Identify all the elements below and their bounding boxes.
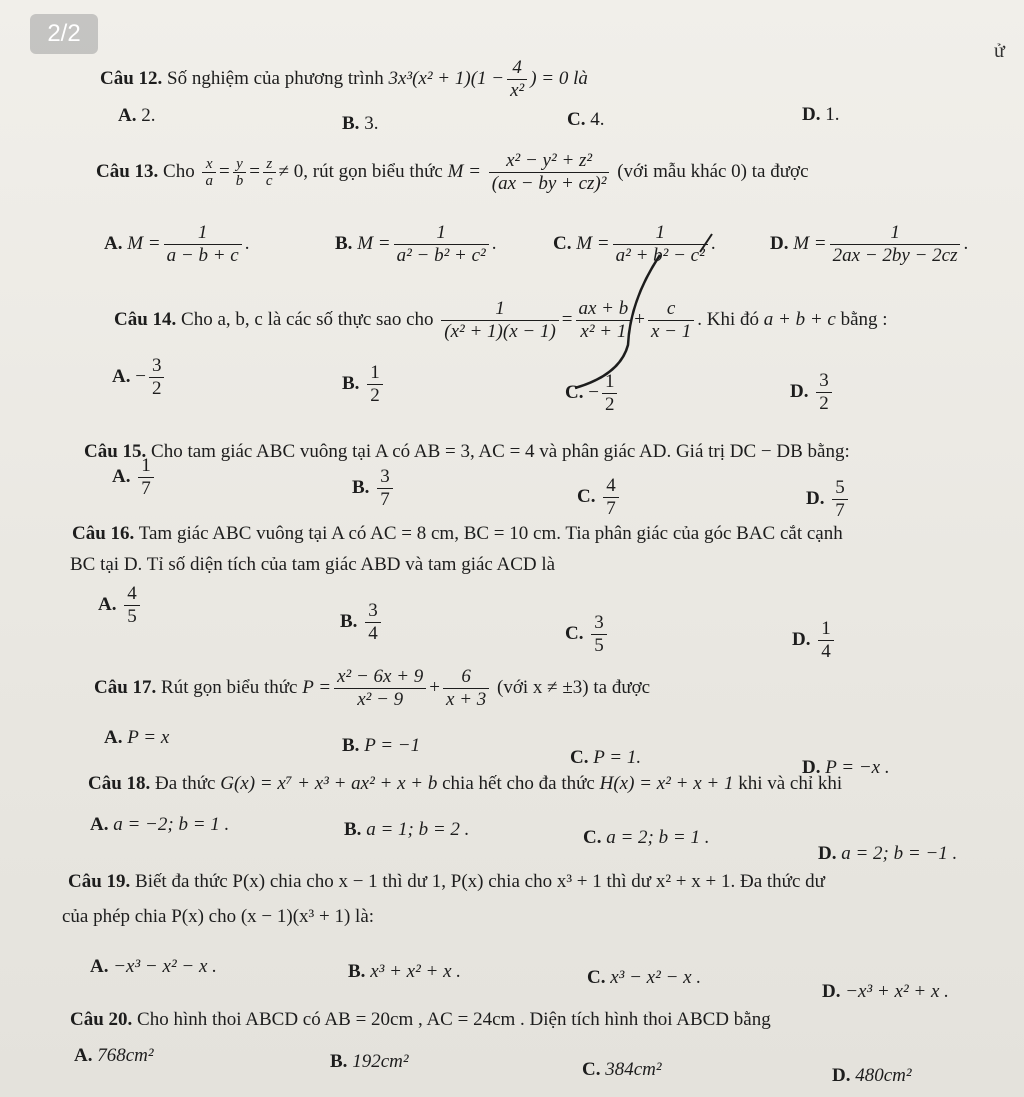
option-letter: B. [352,476,370,498]
question-19 [68,870,825,894]
option-18-b[interactable] [344,818,469,842]
fraction [377,466,393,511]
option-value: 768cm² [97,1045,154,1066]
option-17-a[interactable] [104,726,169,750]
fraction-denominator: (x² + 1)(x − 1) [444,321,556,342]
polynomial-h: H(x) = x² + x + 1 [599,773,734,794]
fraction-denominator: 2ax − 2by − 2cz [832,245,958,266]
fraction-denominator: x² − 9 [357,689,404,710]
fraction [507,57,527,102]
fraction-denominator: 4 [821,641,831,662]
option-value: a = 2; b = −1 . [841,843,958,864]
fraction [394,222,489,267]
option-14-b[interactable] [342,362,386,407]
option-value: P = −x . [825,757,890,778]
option-tail: . [710,232,716,254]
fraction [648,298,694,343]
option-letter: B. [340,610,358,632]
option-18-a[interactable] [90,813,229,837]
option-value: 4. [590,109,605,130]
fraction-numerator: 3 [591,612,607,635]
option-value: −x³ + x² + x . [845,981,949,1002]
question-text: Tam giác ABC vuông tại A có AC = 8 cm, BC = 10 cm. Tia phân giác của góc BAC cắt cạnh [138,523,843,544]
question-label: Câu 13. [96,160,159,182]
fraction-denominator: (ax − by + cz)² [491,173,607,194]
fraction-numerator: 1 [138,455,154,478]
expression-label: P = [302,676,332,698]
option-16-a[interactable] [98,583,143,628]
fraction-numerator: 4 [603,475,619,498]
option-12-a[interactable] [118,104,155,128]
option-value: x³ − x² − x . [610,967,702,988]
option-13-c[interactable] [553,222,716,267]
option-letter: A. [118,105,137,126]
option-letter: B. [342,735,360,756]
option-20-b[interactable] [330,1050,409,1074]
option-12-b[interactable] [342,112,378,136]
fraction [334,666,426,711]
option-letter: A. [104,727,123,748]
option-letter: C. [570,747,589,768]
fraction [816,370,832,415]
fraction-numerator: 3 [365,600,381,623]
question-15 [84,440,850,464]
fraction-denominator: x² + 1 [580,321,627,342]
plus-sign: + [429,676,441,698]
option-12-d[interactable] [802,103,839,127]
fraction-numerator: 1 [164,222,242,245]
option-14-c[interactable] [565,371,620,416]
handwritten-corner-mark: ử [994,40,1005,62]
question-text: bằng : [840,308,888,330]
fraction-numerator: 3 [149,355,165,378]
fraction-numerator: y [233,156,247,173]
option-16-b[interactable] [340,600,384,645]
option-letter: D. [802,757,821,778]
question-label: Câu 16. [72,523,135,544]
option-tail: . [244,232,250,254]
option-value: a = −2; b = 1 . [113,814,230,835]
fraction [832,477,848,522]
option-letter: C. [565,622,584,644]
option-17-b[interactable] [342,734,420,758]
fraction-denominator: x − 1 [650,321,692,342]
question-text: BC tại D. Tỉ số diện tích của tam giác ABD và tam giác ACD là [70,554,556,575]
option-letter: D. [770,232,789,254]
option-lhs: M = [357,232,391,254]
option-letter: A. [98,593,117,615]
question-text: (với mẫu khác 0) ta được [617,160,809,182]
question-label: Câu 17. [94,676,157,698]
option-value: 3. [364,113,379,134]
option-value: −x³ − x² − x . [113,956,217,977]
question-text: Rút gọn biểu thức [161,676,298,698]
fraction [164,222,242,267]
ratio-tail: ≠ 0 [278,160,304,182]
polynomial-g: G(x) = x⁷ + x³ + ax² + x + b [220,773,438,794]
option-value: 2. [141,105,156,126]
option-letter: C. [553,232,572,254]
option-letter: B. [342,113,360,134]
option-tail: . [963,232,969,254]
fraction [233,156,247,189]
option-20-c[interactable] [582,1058,662,1082]
option-15-a[interactable] [112,455,157,500]
fraction [818,618,834,663]
fraction [365,600,381,645]
option-value: P = x [127,727,170,748]
option-letter: C. [587,967,606,988]
option-16-c[interactable] [565,612,610,657]
fraction-numerator: x [202,156,216,173]
option-letter: A. [90,956,109,977]
fraction [202,156,216,189]
fraction-denominator: a² + b² − c² [615,245,705,266]
option-letter: A. [112,365,131,387]
question-14 [114,298,888,343]
fraction-numerator: ax + b [576,298,632,321]
option-letter: C. [577,485,596,507]
option-letter: C. [565,381,584,403]
question-20 [70,1008,771,1032]
option-13-b[interactable] [335,222,497,267]
fraction [138,455,154,500]
question-label: Câu 19. [68,871,131,892]
fraction [602,371,618,416]
equation-part: 3x³(x² + 1)(1 − [388,67,505,89]
fraction-numerator: x² − y² + z² [489,150,610,173]
option-value: P = −1 [364,735,421,756]
fraction-denominator: 7 [606,498,616,519]
option-sign: − [588,381,599,403]
option-16-d[interactable] [792,618,837,663]
question-text: Đa thức [155,773,216,794]
question-text: , rút gọn biểu thức [303,160,443,182]
option-letter: B. [330,1051,348,1072]
fraction-denominator: a [205,173,213,189]
fraction-denominator: 7 [380,489,390,510]
fraction-numerator: 1 [830,222,961,245]
option-13-a[interactable] [104,222,249,267]
fraction-denominator: 7 [141,478,151,499]
fraction-denominator: 7 [835,500,845,521]
fraction [591,612,607,657]
question-label: Câu 15. [84,441,147,462]
fraction-denominator: a² − b² + c² [396,245,486,266]
fraction-numerator: 5 [832,477,848,500]
fraction-denominator: c [265,173,273,189]
fraction-numerator: 1 [394,222,489,245]
question-text: (với x ≠ ±3) ta được [497,676,651,698]
option-lhs: M = [793,232,827,254]
question-text: của phép chia P(x) cho (x − 1)(x³ + 1) là: [62,906,375,927]
question-text: khi và chỉ khi [738,773,843,794]
fraction-denominator: 5 [127,606,137,627]
fraction-numerator: z [263,156,276,173]
question-label: Câu 18. [88,773,151,794]
fraction-denominator: 2 [604,394,615,415]
option-19-b[interactable] [348,960,461,984]
option-letter: B. [342,372,360,394]
fraction [263,156,276,189]
option-value: 1. [825,104,840,125]
page-indicator: 2/2 [30,14,98,54]
fraction-denominator: b [235,173,244,189]
option-tail: . [491,232,497,254]
option-18-c[interactable] [583,826,709,850]
option-letter: D. [822,981,841,1002]
fraction-denominator: 5 [594,635,604,656]
fraction-numerator: 3 [377,466,393,489]
option-14-d[interactable] [790,370,835,415]
option-value: a = 1; b = 2 . [366,819,470,840]
option-15-c[interactable] [577,475,622,520]
question-text: Biết đa thức P(x) chia cho x − 1 thì dư 1, P(x) chia cho x³ + 1 thì dư x² + x + 1. Đa thức dư [135,871,825,892]
option-17-c[interactable] [570,746,641,770]
fraction-numerator: 1 [441,298,559,321]
option-lhs: M = [127,232,161,254]
option-15-d[interactable] [806,477,851,522]
expression-label: M = [447,160,482,182]
question-text: chia hết cho đa thức [442,773,595,794]
option-sign: − [135,365,146,387]
equals-sign: = [561,308,573,330]
option-12-c[interactable] [567,108,604,132]
option-value: 192cm² [352,1051,409,1072]
option-value: 384cm² [605,1059,662,1080]
question-text: Cho [163,160,195,182]
question-16 [72,522,843,546]
option-15-b[interactable] [352,466,396,511]
fraction-denominator: 4 [368,623,378,644]
fraction-denominator: 2 [819,393,829,414]
fraction-numerator: 4 [124,583,140,606]
plus-sign: + [634,308,645,330]
option-19-c[interactable] [587,966,701,990]
option-letter: D. [818,843,837,864]
fraction-denominator: x² [510,80,525,101]
question-label: Câu 12. [100,67,163,89]
option-letter: A. [74,1045,93,1066]
option-18-d[interactable] [818,842,957,866]
option-14-a[interactable] [112,355,167,400]
question-16-line-2 [70,553,555,577]
question-18 [88,772,842,796]
question-17 [94,666,650,711]
fraction-numerator: 1 [602,371,618,394]
fraction [441,298,559,343]
option-13-d[interactable] [770,222,968,267]
fraction [576,298,632,343]
fraction-denominator: a − b + c [166,245,239,266]
option-letter: A. [90,814,109,835]
option-letter: B. [344,819,362,840]
option-20-a[interactable] [74,1044,154,1068]
option-value: a = 2; b = 1 . [606,827,710,848]
fraction-numerator: 1 [613,222,708,245]
option-19-a[interactable] [90,955,217,979]
option-lhs: M = [576,232,610,254]
fraction-denominator: 2 [151,378,162,399]
option-letter: C. [582,1059,601,1080]
question-text: Cho hình thoi ABCD có AB = 20cm , AC = 24cm . Diện tích hình thoi ABCD bằng [137,1009,771,1030]
option-20-d[interactable] [832,1064,912,1088]
option-value: 480cm² [855,1065,912,1086]
fraction [367,362,383,407]
question-13: Câu 13. Cho $\frac{x}{a}$ = $\frac{y}{b}$ = $\frac{z}{c}$ ≠ 0, rút gọn biểu thức M = $\frac{\text{x² − y² + z²}}{\text{(ax − by + cz)²}}$ (với mẫu khác 0) ta được [96,150,809,194]
fraction-numerator: 1 [367,362,383,385]
option-letter: C. [567,109,586,130]
equation-part: ) = 0 là [530,67,588,89]
option-value: x³ + x² + x . [370,961,462,982]
fraction-denominator: 2 [370,385,380,406]
option-letter: B. [335,232,353,254]
fraction [489,150,610,195]
fraction-numerator: c [648,298,694,321]
question-12 [100,57,588,102]
fraction [124,583,140,628]
fraction [603,475,619,520]
expression: a + b + c [763,308,836,330]
fraction [149,355,165,400]
question-label: Câu 20. [70,1009,133,1030]
option-letter: B. [348,961,366,982]
option-letter: A. [104,232,123,254]
fraction-denominator: x + 3 [446,689,487,710]
fraction-numerator: 4 [507,57,527,80]
option-letter: D. [806,487,825,509]
option-letter: A. [112,465,131,487]
question-label: Câu 14. [114,308,177,330]
option-letter: C. [583,827,602,848]
fraction-numerator: 1 [818,618,834,641]
fraction [830,222,961,267]
question-19-line-2 [62,905,374,929]
option-letter: D. [792,628,811,650]
option-letter: D. [802,104,821,125]
question-text: . Khi đó [697,308,759,330]
question-text: Cho tam giác ABC vuông tại A có AB = 3, AC = 4 và phân giác AD. Giá trị DC − DB bằng: [151,441,850,462]
question-text: Số nghiệm của phương trình [167,67,384,89]
fraction-numerator: x² − 6x + 9 [334,666,426,689]
option-letter: D. [790,380,809,402]
option-19-d[interactable] [822,980,949,1004]
fraction [613,222,708,267]
question-text: Cho a, b, c là các số thực sao cho [181,308,434,330]
fraction-numerator: 3 [816,370,832,393]
option-value: P = 1. [593,747,642,768]
fraction [443,666,489,711]
option-letter: D. [832,1065,851,1086]
fraction-numerator: 6 [443,666,489,689]
